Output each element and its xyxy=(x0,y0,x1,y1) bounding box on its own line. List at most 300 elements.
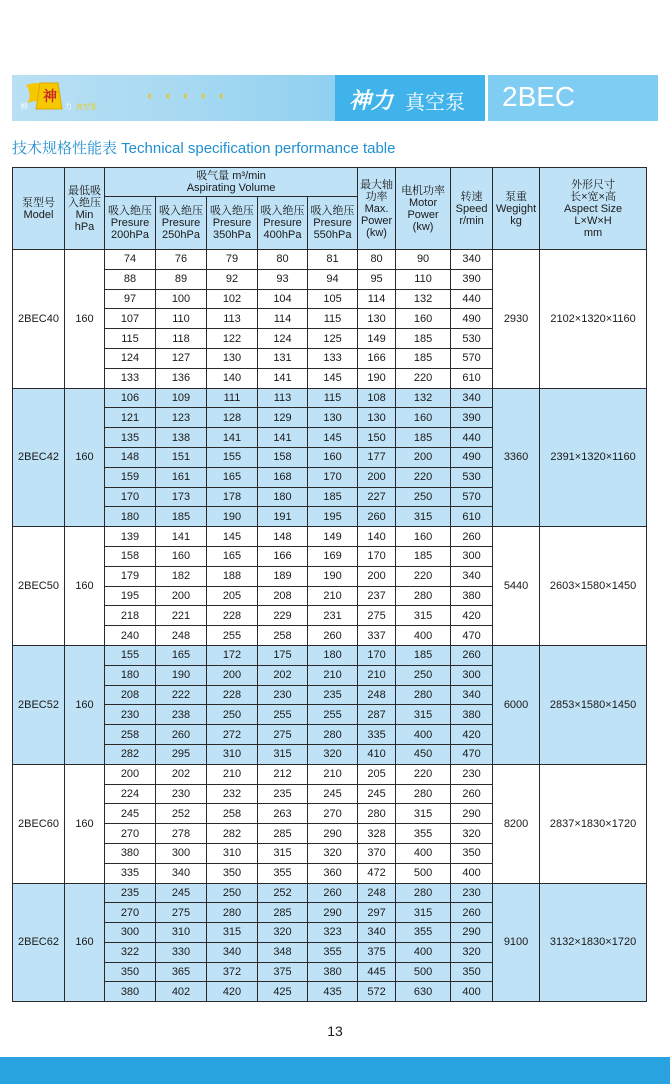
volume-cell: 145 xyxy=(308,368,358,388)
motor-power-cell: 630 xyxy=(396,982,451,1002)
header-line: Max. xyxy=(364,202,389,215)
max-power-cell: 280 xyxy=(358,804,396,824)
max-power-cell: 190 xyxy=(358,368,396,388)
volume-cell: 222 xyxy=(156,685,207,705)
header-aspirating-volume xyxy=(105,168,358,197)
volume-cell: 210 xyxy=(308,764,358,784)
volume-cell: 210 xyxy=(207,764,258,784)
header-line: Aspirating Volume xyxy=(186,182,276,194)
speed-cell: 470 xyxy=(451,744,493,764)
header-line: 外形尺寸 xyxy=(571,178,616,191)
volume-cell: 180 xyxy=(258,487,308,507)
header-line: 400hPa xyxy=(263,229,302,241)
volume-cell: 135 xyxy=(105,428,156,448)
motor-power-cell: 315 xyxy=(396,507,451,527)
min-pressure-cell: 160 xyxy=(65,764,105,883)
volume-cell: 275 xyxy=(258,725,308,745)
motor-power-cell: 132 xyxy=(396,289,451,309)
volume-cell: 208 xyxy=(105,685,156,705)
volume-cell: 348 xyxy=(258,942,308,962)
volume-cell: 141 xyxy=(258,428,308,448)
volume-cell: 121 xyxy=(105,408,156,428)
volume-cell: 200 xyxy=(207,665,258,685)
volume-cell: 102 xyxy=(207,289,258,309)
motor-power-cell: 185 xyxy=(396,329,451,349)
volume-cell: 229 xyxy=(258,606,308,626)
speed-cell: 320 xyxy=(451,824,493,844)
volume-cell: 127 xyxy=(156,348,207,368)
max-power-cell: 375 xyxy=(358,942,396,962)
volume-cell: 172 xyxy=(207,645,258,665)
model-group xyxy=(13,388,647,527)
header-pressure-400 xyxy=(258,197,308,250)
volume-cell: 255 xyxy=(207,626,258,646)
volume-cell: 252 xyxy=(156,804,207,824)
volume-cell: 114 xyxy=(258,309,308,329)
volume-cell: 115 xyxy=(308,388,358,408)
speed-cell: 570 xyxy=(451,487,493,507)
motor-power-cell: 355 xyxy=(396,824,451,844)
model-group xyxy=(13,764,647,883)
volume-cell: 290 xyxy=(308,903,358,923)
volume-cell: 145 xyxy=(308,428,358,448)
header-line: Wegight xyxy=(495,202,537,215)
volume-cell: 188 xyxy=(207,566,258,586)
min-pressure-cell: 160 xyxy=(65,250,105,389)
volume-cell: 380 xyxy=(308,962,358,982)
svg-text:神: 神 xyxy=(43,89,57,105)
motor-power-cell: 185 xyxy=(396,428,451,448)
max-power-cell: 114 xyxy=(358,289,396,309)
speed-cell: 230 xyxy=(451,883,493,903)
speed-cell: 260 xyxy=(451,645,493,665)
motor-power-cell: 280 xyxy=(396,685,451,705)
max-power-cell: 335 xyxy=(358,725,396,745)
table-row xyxy=(13,645,647,665)
volume-cell: 125 xyxy=(308,329,358,349)
volume-cell: 170 xyxy=(308,467,358,487)
max-power-cell: 108 xyxy=(358,388,396,408)
header-line: 550hPa xyxy=(313,229,352,241)
header-motor-power xyxy=(396,168,451,250)
volume-cell: 340 xyxy=(207,942,258,962)
max-power-cell: 170 xyxy=(358,645,396,665)
volume-cell: 141 xyxy=(156,527,207,547)
speed-cell: 470 xyxy=(451,626,493,646)
speed-cell: 350 xyxy=(451,962,493,982)
volume-cell: 235 xyxy=(105,883,156,903)
motor-power-cell: 250 xyxy=(396,487,451,507)
volume-cell: 115 xyxy=(308,309,358,329)
header-line: Presure xyxy=(212,217,252,229)
header-line: Speed xyxy=(455,202,488,215)
volume-cell: 355 xyxy=(308,942,358,962)
volume-cell: 158 xyxy=(258,447,308,467)
volume-cell: 258 xyxy=(207,804,258,824)
volume-cell: 280 xyxy=(207,903,258,923)
speed-cell: 420 xyxy=(451,606,493,626)
volume-cell: 159 xyxy=(105,467,156,487)
header-weight xyxy=(493,168,540,250)
header-line: (kw) xyxy=(366,226,387,239)
volume-cell: 133 xyxy=(308,348,358,368)
header-line: L×W×H xyxy=(574,214,612,227)
model-group xyxy=(13,527,647,646)
volume-cell: 179 xyxy=(105,566,156,586)
motor-power-cell: 160 xyxy=(396,408,451,428)
header-line: Presure xyxy=(110,217,150,229)
header-line: 最低吸 xyxy=(68,184,101,197)
speed-cell: 320 xyxy=(451,942,493,962)
model-group xyxy=(13,250,647,389)
header-line: Presure xyxy=(263,217,302,229)
volume-cell: 260 xyxy=(156,725,207,745)
max-power-cell: 150 xyxy=(358,428,396,448)
speed-cell: 260 xyxy=(451,903,493,923)
max-power-cell: 410 xyxy=(358,744,396,764)
volume-cell: 310 xyxy=(207,843,258,863)
volume-cell: 136 xyxy=(156,368,207,388)
svg-text:神: 神 xyxy=(20,102,28,111)
max-power-cell: 472 xyxy=(358,863,396,883)
max-power-cell: 200 xyxy=(358,467,396,487)
speed-cell: 440 xyxy=(451,289,493,309)
speed-cell: 400 xyxy=(451,863,493,883)
header-line: 250hPa xyxy=(162,229,200,241)
motor-power-cell: 220 xyxy=(396,368,451,388)
motor-power-cell: 185 xyxy=(396,546,451,566)
volume-cell: 80 xyxy=(258,250,308,270)
header-line: 转速 xyxy=(460,190,483,203)
motor-power-cell: 315 xyxy=(396,804,451,824)
volume-cell: 195 xyxy=(105,586,156,606)
header-line: 吸入绝压 xyxy=(159,205,203,217)
volume-cell: 165 xyxy=(207,546,258,566)
volume-cell: 158 xyxy=(105,546,156,566)
size-cell: 2391×1320×1160 xyxy=(540,388,647,527)
volume-cell: 148 xyxy=(258,527,308,547)
min-pressure-cell: 160 xyxy=(65,645,105,764)
max-power-cell: 340 xyxy=(358,923,396,943)
motor-power-cell: 280 xyxy=(396,586,451,606)
volume-cell: 138 xyxy=(156,428,207,448)
motor-power-cell: 280 xyxy=(396,784,451,804)
volume-cell: 118 xyxy=(156,329,207,349)
volume-cell: 202 xyxy=(258,665,308,685)
speed-cell: 300 xyxy=(451,665,493,685)
volume-cell: 133 xyxy=(105,368,156,388)
speed-cell: 260 xyxy=(451,784,493,804)
header-pressure-250 xyxy=(156,197,207,250)
motor-power-cell: 220 xyxy=(396,467,451,487)
motor-power-cell: 400 xyxy=(396,942,451,962)
volume-cell: 280 xyxy=(308,725,358,745)
spec-table xyxy=(12,167,647,1002)
volume-cell: 195 xyxy=(308,507,358,527)
volume-cell: 173 xyxy=(156,487,207,507)
min-pressure-cell: 160 xyxy=(65,527,105,646)
volume-cell: 258 xyxy=(105,725,156,745)
volume-cell: 178 xyxy=(207,487,258,507)
volume-cell: 282 xyxy=(105,744,156,764)
motor-power-cell: 400 xyxy=(396,725,451,745)
volume-cell: 320 xyxy=(308,744,358,764)
header-line: Model xyxy=(23,208,54,221)
motor-power-cell: 400 xyxy=(396,626,451,646)
volume-cell: 380 xyxy=(105,843,156,863)
speed-cell: 230 xyxy=(451,764,493,784)
volume-cell: 92 xyxy=(207,269,258,289)
volume-cell: 190 xyxy=(308,566,358,586)
motor-power-cell: 220 xyxy=(396,764,451,784)
chevrons-decoration: ‹ ‹ ‹ ‹ ‹ xyxy=(147,89,228,104)
volume-cell: 260 xyxy=(308,626,358,646)
volume-cell: 155 xyxy=(207,447,258,467)
volume-cell: 94 xyxy=(308,269,358,289)
volume-cell: 210 xyxy=(308,665,358,685)
volume-cell: 322 xyxy=(105,942,156,962)
brand-logo-icon xyxy=(18,79,126,117)
volume-cell: 190 xyxy=(207,507,258,527)
volume-cell: 255 xyxy=(308,705,358,725)
volume-cell: 360 xyxy=(308,863,358,883)
min-pressure-cell: 160 xyxy=(65,883,105,1002)
volume-cell: 238 xyxy=(156,705,207,725)
motor-power-cell: 500 xyxy=(396,962,451,982)
volume-cell: 365 xyxy=(156,962,207,982)
speed-cell: 290 xyxy=(451,804,493,824)
page-number: 13 xyxy=(327,1023,343,1039)
model-series-code: 2BEC xyxy=(502,81,576,112)
volume-cell: 79 xyxy=(207,250,258,270)
volume-cell: 245 xyxy=(308,784,358,804)
header-model-band xyxy=(488,75,658,121)
brand-name: 神力 xyxy=(349,89,394,114)
volume-cell: 310 xyxy=(207,744,258,764)
volume-cell: 109 xyxy=(156,388,207,408)
header-line: 泵重 xyxy=(505,190,528,203)
table-row xyxy=(13,250,647,270)
motor-power-cell: 355 xyxy=(396,923,451,943)
volume-cell: 106 xyxy=(105,388,156,408)
volume-cell: 124 xyxy=(258,329,308,349)
header-line: (kw) xyxy=(412,220,434,233)
header-size xyxy=(540,168,647,250)
speed-cell: 340 xyxy=(451,685,493,705)
volume-cell: 232 xyxy=(207,784,258,804)
max-power-cell: 177 xyxy=(358,447,396,467)
volume-cell: 420 xyxy=(207,982,258,1002)
volume-cell: 375 xyxy=(258,962,308,982)
volume-cell: 402 xyxy=(156,982,207,1002)
volume-cell: 231 xyxy=(308,606,358,626)
volume-cell: 124 xyxy=(105,348,156,368)
max-power-cell: 328 xyxy=(358,824,396,844)
motor-power-cell: 185 xyxy=(396,348,451,368)
max-power-cell: 140 xyxy=(358,527,396,547)
speed-cell: 420 xyxy=(451,725,493,745)
volume-cell: 170 xyxy=(105,487,156,507)
header-line: 吸入绝压 xyxy=(310,205,355,217)
volume-cell: 131 xyxy=(258,348,308,368)
volume-cell: 139 xyxy=(105,527,156,547)
volume-cell: 122 xyxy=(207,329,258,349)
volume-cell: 270 xyxy=(105,903,156,923)
volume-cell: 263 xyxy=(258,804,308,824)
volume-cell: 315 xyxy=(258,744,308,764)
max-power-cell: 275 xyxy=(358,606,396,626)
volume-cell: 320 xyxy=(258,923,308,943)
volume-cell: 224 xyxy=(105,784,156,804)
weight-cell: 8200 xyxy=(493,764,540,883)
header-line: Motor xyxy=(409,196,438,209)
volume-cell: 130 xyxy=(207,348,258,368)
volume-cell: 230 xyxy=(258,685,308,705)
volume-cell: 335 xyxy=(105,863,156,883)
weight-cell: 5440 xyxy=(493,527,540,646)
model-group xyxy=(13,645,647,764)
size-cell: 3132×1830×1720 xyxy=(540,883,647,1002)
volume-cell: 340 xyxy=(156,863,207,883)
volume-cell: 180 xyxy=(105,507,156,527)
volume-cell: 200 xyxy=(105,764,156,784)
header-line: 最大轴 xyxy=(360,178,394,191)
max-power-cell: 210 xyxy=(358,665,396,685)
model-cell: 2BEC50 xyxy=(13,527,65,646)
motor-power-cell: 160 xyxy=(396,309,451,329)
max-power-cell: 445 xyxy=(358,962,396,982)
page-header xyxy=(12,75,658,121)
motor-power-cell: 200 xyxy=(396,447,451,467)
max-power-cell: 205 xyxy=(358,764,396,784)
volume-cell: 141 xyxy=(258,368,308,388)
volume-cell: 185 xyxy=(156,507,207,527)
volume-cell: 200 xyxy=(156,586,207,606)
speed-cell: 570 xyxy=(451,348,493,368)
volume-cell: 210 xyxy=(308,586,358,606)
header-line: 泵型号 xyxy=(22,196,55,209)
size-cell: 2102×1320×1160 xyxy=(540,250,647,389)
size-cell: 2853×1580×1450 xyxy=(540,645,647,764)
speed-cell: 390 xyxy=(451,269,493,289)
header-line: hPa xyxy=(74,220,95,233)
max-power-cell: 245 xyxy=(358,784,396,804)
header-line: mm xyxy=(583,226,603,239)
volume-cell: 320 xyxy=(308,843,358,863)
volume-cell: 350 xyxy=(207,863,258,883)
speed-cell: 290 xyxy=(451,923,493,943)
volume-cell: 202 xyxy=(156,764,207,784)
max-power-cell: 170 xyxy=(358,546,396,566)
volume-cell: 180 xyxy=(105,665,156,685)
volume-cell: 372 xyxy=(207,962,258,982)
header-max-power xyxy=(358,168,396,250)
header-pressure-550 xyxy=(308,197,358,250)
brand-subtitle: 真空泵 xyxy=(405,90,465,114)
table-row xyxy=(13,764,647,784)
volume-cell: 425 xyxy=(258,982,308,1002)
motor-power-cell: 315 xyxy=(396,606,451,626)
motor-power-cell: 400 xyxy=(396,843,451,863)
header-model xyxy=(13,168,65,250)
volume-cell: 315 xyxy=(258,843,308,863)
table-row xyxy=(13,883,647,903)
header-line: kg xyxy=(510,214,522,227)
volume-cell: 245 xyxy=(105,804,156,824)
header-line: 功率 xyxy=(365,190,388,203)
header-min-pressure xyxy=(65,168,105,250)
max-power-cell: 297 xyxy=(358,903,396,923)
volume-cell: 104 xyxy=(258,289,308,309)
header-line: 入绝压 xyxy=(68,196,101,209)
speed-cell: 440 xyxy=(451,428,493,448)
volume-cell: 88 xyxy=(105,269,156,289)
header-line: Power xyxy=(360,214,393,227)
volume-cell: 205 xyxy=(207,586,258,606)
table-row xyxy=(13,388,647,408)
size-cell: 2603×1580×1450 xyxy=(540,527,647,646)
volume-cell: 272 xyxy=(207,725,258,745)
volume-cell: 315 xyxy=(207,923,258,943)
motor-power-cell: 132 xyxy=(396,388,451,408)
volume-cell: 129 xyxy=(258,408,308,428)
volume-cell: 128 xyxy=(207,408,258,428)
volume-cell: 189 xyxy=(258,566,308,586)
size-cell: 2837×1830×1720 xyxy=(540,764,647,883)
speed-cell: 390 xyxy=(451,408,493,428)
speed-cell: 380 xyxy=(451,586,493,606)
volume-cell: 160 xyxy=(308,447,358,467)
volume-cell: 141 xyxy=(207,428,258,448)
weight-cell: 6000 xyxy=(493,645,540,764)
max-power-cell: 237 xyxy=(358,586,396,606)
volume-cell: 240 xyxy=(105,626,156,646)
max-power-cell: 149 xyxy=(358,329,396,349)
motor-power-cell: 90 xyxy=(396,250,451,270)
motor-power-cell: 110 xyxy=(396,269,451,289)
volume-cell: 110 xyxy=(156,309,207,329)
volume-cell: 93 xyxy=(258,269,308,289)
speed-cell: 400 xyxy=(451,982,493,1002)
header-line: 吸入绝压 xyxy=(260,205,305,217)
volume-cell: 130 xyxy=(308,408,358,428)
volume-cell: 140 xyxy=(207,368,258,388)
speed-cell: 300 xyxy=(451,546,493,566)
header-pressure-200 xyxy=(105,197,156,250)
volume-cell: 182 xyxy=(156,566,207,586)
volume-cell: 191 xyxy=(258,507,308,527)
max-power-cell: 572 xyxy=(358,982,396,1002)
header-line: 吸入绝压 xyxy=(108,205,152,217)
volume-cell: 113 xyxy=(207,309,258,329)
volume-cell: 165 xyxy=(207,467,258,487)
model-group xyxy=(13,883,647,1002)
header-line: 350hPa xyxy=(213,229,251,241)
speed-cell: 380 xyxy=(451,705,493,725)
header-brand-band xyxy=(335,75,485,121)
volume-cell: 100 xyxy=(156,289,207,309)
volume-cell: 105 xyxy=(308,289,358,309)
header-speed xyxy=(451,168,493,250)
header-line: Presure xyxy=(161,217,201,229)
volume-cell: 221 xyxy=(156,606,207,626)
volume-cell: 310 xyxy=(156,923,207,943)
volume-cell: 230 xyxy=(156,784,207,804)
max-power-cell: 260 xyxy=(358,507,396,527)
volume-cell: 270 xyxy=(105,824,156,844)
speed-cell: 610 xyxy=(451,507,493,527)
model-cell: 2BEC42 xyxy=(13,388,65,527)
